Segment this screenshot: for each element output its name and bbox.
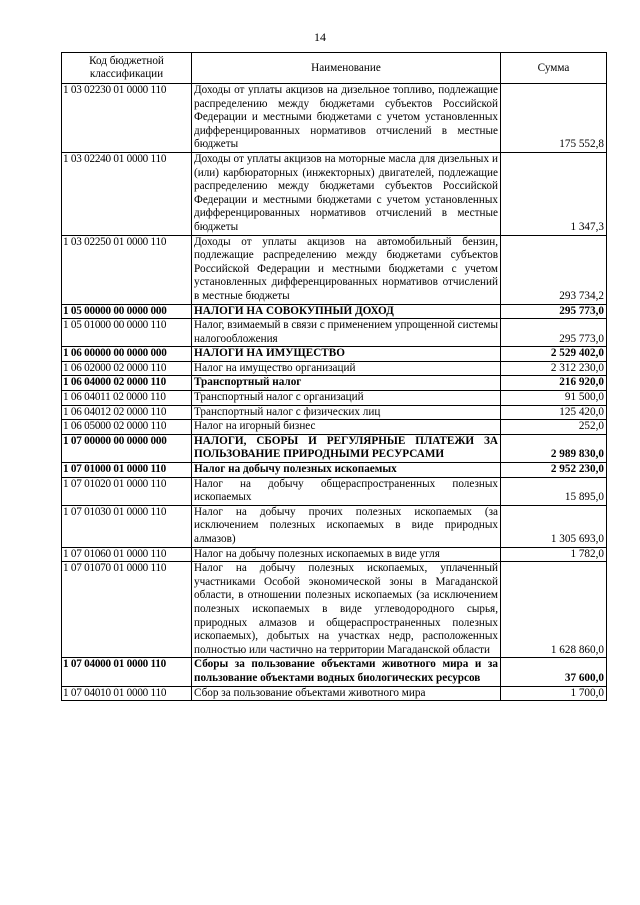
cell-name: Сбор за пользование объектами животного мира <box>192 686 501 701</box>
cell-name: Налог на добычу полезных ископаемых в виде угля <box>192 547 501 562</box>
table-header-row <box>62 53 607 84</box>
cell-name: Транспортный налог с физических лиц <box>192 405 501 420</box>
table-row <box>62 658 607 686</box>
cell-name: Налог, взимаемый в связи с применением упрощенной системы налогообложения <box>192 319 501 347</box>
cell-sum: 15 895,0 <box>501 477 607 505</box>
table-row <box>62 505 607 547</box>
table-row <box>62 686 607 701</box>
cell-name: Транспортный налог <box>192 376 501 391</box>
cell-sum: 252,0 <box>501 420 607 435</box>
table-row <box>62 477 607 505</box>
table-row <box>62 361 607 376</box>
cell-sum: 2 529 402,0 <box>501 347 607 362</box>
cell-sum: 2 312 230,0 <box>501 361 607 376</box>
header-name: Наименование <box>192 53 501 84</box>
cell-name: Налог на игорный бизнес <box>192 420 501 435</box>
cell-sum: 2 989 830,0 <box>501 434 607 462</box>
page-number: 14 <box>314 30 326 44</box>
table-row <box>62 562 607 658</box>
cell-sum: 1 305 693,0 <box>501 505 607 547</box>
cell-sum: 1 628 860,0 <box>501 562 607 658</box>
table-row <box>62 152 607 235</box>
cell-name: Доходы от уплаты акцизов на дизельное топливо, подлежащие распределению между бюджетами субъектов Российской Федерации и местными бюджетами с учетом установленных дифференцированных нормативов отчислений в местные бюджеты <box>192 84 501 153</box>
header-sum: Сумма <box>501 53 607 84</box>
cell-sum: 175 552,8 <box>501 84 607 153</box>
cell-code: 1 07 01030 01 0000 110 <box>62 505 192 547</box>
cell-code: 1 06 02000 02 0000 110 <box>62 361 192 376</box>
cell-code: 1 07 01000 01 0000 110 <box>62 463 192 478</box>
cell-code: 1 07 01020 01 0000 110 <box>62 477 192 505</box>
cell-sum: 293 734,2 <box>501 235 607 304</box>
cell-name: Доходы от уплаты акцизов на моторные масла для дизельных и (или) карбюраторных (инжекторных) двигателей, подлежащие распределению между бюджетами субъектов Российской Федерации и местными бюджетами с учетом установленных дифференцированных нормативов отчислений в местные бюджеты <box>192 152 501 235</box>
cell-code: 1 06 05000 02 0000 110 <box>62 420 192 435</box>
cell-name: Налог на добычу прочих полезных ископаемых (за исключением полезных ископаемых в виде природных алмазов) <box>192 505 501 547</box>
cell-code: 1 06 04011 02 0000 110 <box>62 391 192 406</box>
cell-sum: 1 700,0 <box>501 686 607 701</box>
cell-sum: 295 773,0 <box>501 319 607 347</box>
table-row <box>62 463 607 478</box>
cell-sum: 216 920,0 <box>501 376 607 391</box>
cell-name: Налог на добычу полезных ископаемых <box>192 463 501 478</box>
cell-name: Сборы за пользование объектами животного мира и за пользование объектами водных биологических ресурсов <box>192 658 501 686</box>
cell-sum: 1 347,3 <box>501 152 607 235</box>
table-row <box>62 547 607 562</box>
cell-code: 1 03 02230 01 0000 110 <box>62 84 192 153</box>
cell-code: 1 07 01070 01 0000 110 <box>62 562 192 658</box>
table-body <box>62 84 607 701</box>
cell-code: 1 07 01060 01 0000 110 <box>62 547 192 562</box>
cell-code: 1 05 00000 00 0000 000 <box>62 304 192 319</box>
cell-code: 1 07 04010 01 0000 110 <box>62 686 192 701</box>
table-row <box>62 391 607 406</box>
cell-code: 1 03 02240 01 0000 110 <box>62 152 192 235</box>
cell-sum: 295 773,0 <box>501 304 607 319</box>
header-code: Код бюджетной классификации <box>62 53 192 84</box>
table-row <box>62 319 607 347</box>
cell-sum: 2 952 230,0 <box>501 463 607 478</box>
cell-code: 1 07 04000 01 0000 110 <box>62 658 192 686</box>
cell-sum: 37 600,0 <box>501 658 607 686</box>
cell-code: 1 06 00000 00 0000 000 <box>62 347 192 362</box>
cell-sum: 1 782,0 <box>501 547 607 562</box>
cell-code: 1 05 01000 00 0000 110 <box>62 319 192 347</box>
cell-sum: 91 500,0 <box>501 391 607 406</box>
cell-name: НАЛОГИ НА СОВОКУПНЫЙ ДОХОД <box>192 304 501 319</box>
budget-table <box>61 52 607 701</box>
table-row <box>62 235 607 304</box>
cell-code: 1 06 04000 02 0000 110 <box>62 376 192 391</box>
cell-sum: 125 420,0 <box>501 405 607 420</box>
cell-code: 1 06 04012 02 0000 110 <box>62 405 192 420</box>
cell-name: Налог на имущество организаций <box>192 361 501 376</box>
cell-name: Налог на добычу общераспространенных полезных ископаемых <box>192 477 501 505</box>
cell-name: НАЛОГИ, СБОРЫ И РЕГУЛЯРНЫЕ ПЛАТЕЖИ ЗА ПОЛЬЗОВАНИЕ ПРИРОДНЫМИ РЕСУРСАМИ <box>192 434 501 462</box>
table-row <box>62 84 607 153</box>
cell-name: Транспортный налог с организаций <box>192 391 501 406</box>
cell-name: Доходы от уплаты акцизов на автомобильный бензин, подлежащие распределению между бюджетами субъектов Российской Федерации и местными бюджетами с учетом установленных дифференцированных нормативов отчислений в местные бюджеты <box>192 235 501 304</box>
cell-code: 1 03 02250 01 0000 110 <box>62 235 192 304</box>
cell-code: 1 07 00000 00 0000 000 <box>62 434 192 462</box>
table-row <box>62 376 607 391</box>
cell-name: Налог на добычу полезных ископаемых, уплаченный участниками Особой экономической зоны в Магаданской области, в отношении полезных ископаемых (за исключением полезных ископаемых в виде углеводородного сырья, природных алмазов и общераспространенных полезных ископаемых), добытых на участках недр, расположенных полностью или частично на территории Магаданской области <box>192 562 501 658</box>
table-row <box>62 304 607 319</box>
table-row <box>62 434 607 462</box>
table-row <box>62 420 607 435</box>
cell-name: НАЛОГИ НА ИМУЩЕСТВО <box>192 347 501 362</box>
table-row <box>62 405 607 420</box>
table-row <box>62 347 607 362</box>
